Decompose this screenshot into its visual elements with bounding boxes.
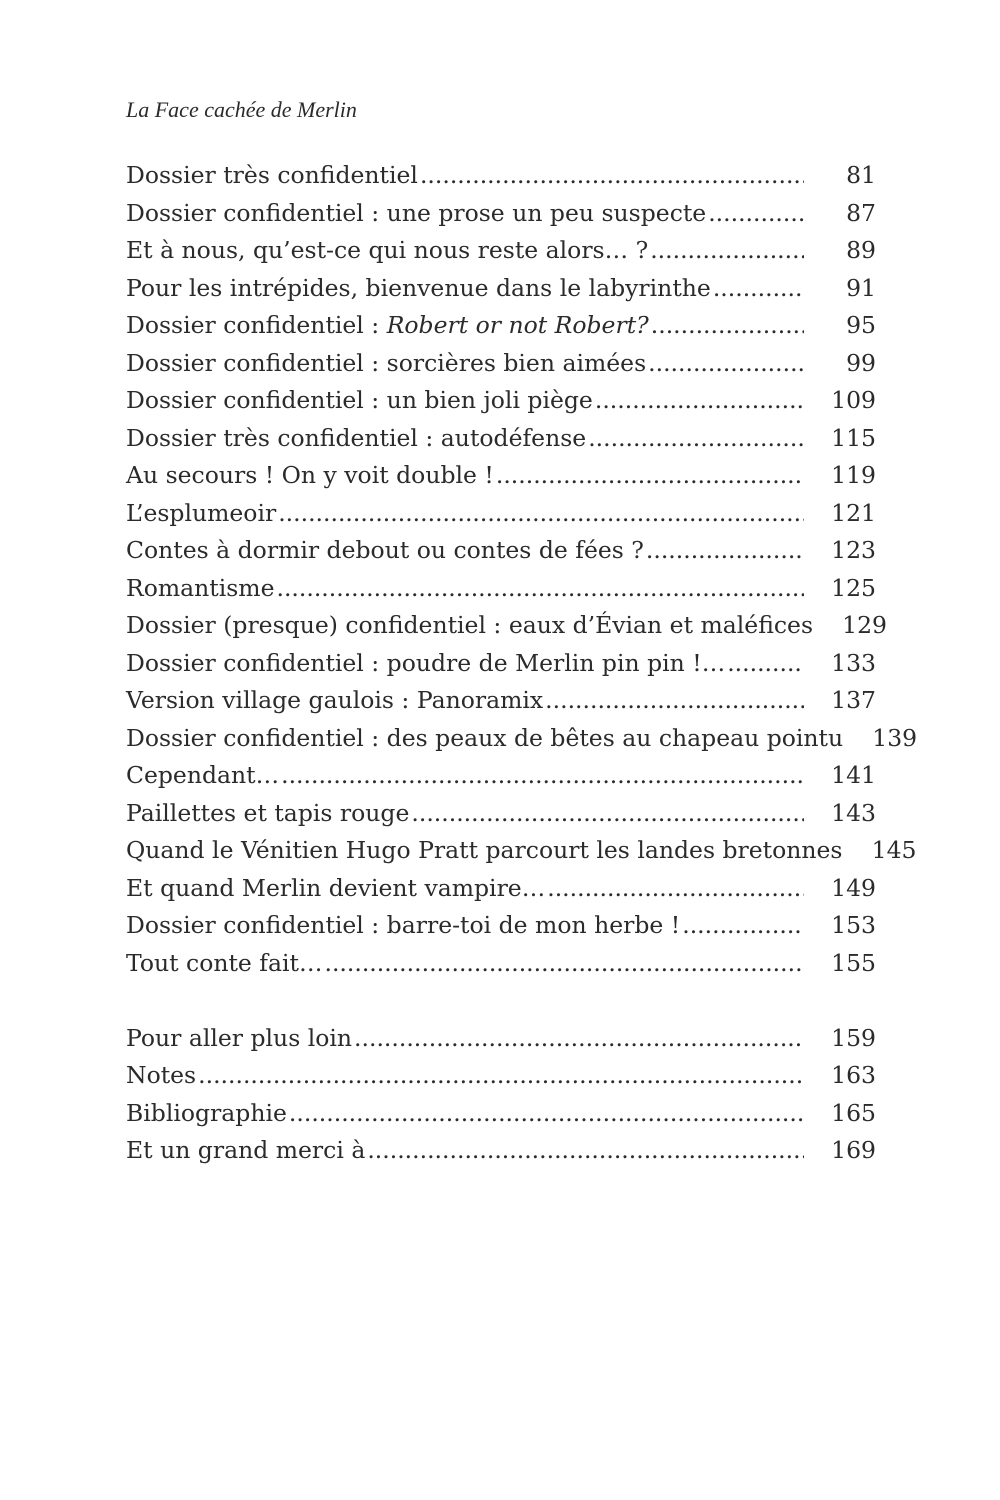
toc-entry-page-number: 109 xyxy=(831,386,876,414)
running-head: La Face cachée de Merlin xyxy=(126,97,357,122)
toc-entry xyxy=(126,232,876,270)
toc-entry-page-number: 163 xyxy=(831,1061,876,1089)
toc-list xyxy=(126,157,918,982)
toc-entry-page-number: 89 xyxy=(846,236,876,264)
dot-leader xyxy=(648,345,804,383)
toc-entry-page-number: 155 xyxy=(831,948,876,977)
toc-entry-page-number: 133 xyxy=(831,648,876,677)
dot-leader xyxy=(646,532,804,570)
toc-entry xyxy=(126,270,876,308)
toc-entry-page-number: 141 xyxy=(831,761,876,789)
toc-entry-title: L’esplumeoir xyxy=(126,498,277,527)
dot-leader xyxy=(713,270,804,308)
toc-entry-page-number: 87 xyxy=(846,198,876,227)
toc-entry-title: Dossier confidentiel : des peaux de bêtes au chapeau pointu xyxy=(126,723,844,752)
section-gap xyxy=(126,982,876,1020)
toc-entry xyxy=(126,157,876,195)
toc-entry-page-number: 139 xyxy=(872,723,918,752)
table-of-contents xyxy=(126,157,918,1170)
toc-entry-title: Dossier confidentiel : une prose un peu suspecte xyxy=(126,198,707,227)
toc-entry xyxy=(126,532,876,570)
toc-entry-page-number: 159 xyxy=(831,1023,876,1052)
toc-entry-title: Tout conte fait… xyxy=(126,948,323,977)
toc-entry-title: Dossier (presque) confidentiel : eaux d’Évian et maléfices xyxy=(126,611,814,639)
toc-entry-title: Dossier confidentiel : poudre de Merlin pin pin !… xyxy=(126,648,726,677)
toc-entry-page-number: 149 xyxy=(831,873,876,902)
dot-leader xyxy=(354,1020,804,1058)
toc-entry-page-number: 143 xyxy=(831,798,876,827)
toc-entry xyxy=(126,1095,876,1133)
toc-entry-title: Notes xyxy=(126,1061,197,1089)
dot-leader xyxy=(420,157,804,195)
toc-entry xyxy=(126,795,876,833)
dot-leader xyxy=(547,870,804,908)
toc-entry xyxy=(126,457,876,495)
toc-entry-title-italic: Robert or not Robert? xyxy=(386,311,649,339)
toc-entry-title: Dossier confidentiel : sorcières bien aimées xyxy=(126,348,647,377)
toc-entry-page-number: 95 xyxy=(846,311,876,339)
toc-entry-page-number: 81 xyxy=(846,161,876,189)
toc-entry-title: Contes à dormir debout ou contes de fées ? xyxy=(126,536,644,564)
toc-entry-title xyxy=(126,307,649,345)
toc-entry xyxy=(126,1020,876,1058)
toc-entry-page-number: 119 xyxy=(831,461,876,489)
toc-entry-title: Cependant… xyxy=(126,761,280,789)
dot-leader xyxy=(198,1057,804,1095)
dot-leader xyxy=(367,1132,804,1170)
toc-entry xyxy=(126,195,876,233)
toc-entry-title: Version village gaulois : Panoramix xyxy=(126,686,544,714)
dot-leader xyxy=(289,1095,804,1133)
toc-entry-page-number: 125 xyxy=(831,573,876,602)
dot-leader xyxy=(324,945,804,983)
dot-leader xyxy=(650,232,804,270)
toc-entry-page-number: 99 xyxy=(846,348,876,377)
dot-leader xyxy=(496,457,804,495)
toc-entry-title: Dossier très confidentiel xyxy=(126,161,418,189)
toc-back-matter-list xyxy=(126,1020,876,1170)
toc-entry-title: Pour les intrépides, bienvenue dans le labyrinthe xyxy=(126,273,711,302)
toc-entry-title: Pour aller plus loin xyxy=(126,1023,353,1052)
toc-entry xyxy=(126,682,876,720)
toc-entry xyxy=(126,645,876,683)
toc-entry-title: Quand le Vénitien Hugo Pratt parcourt les landes bretonnes xyxy=(126,836,843,864)
toc-entry-title: Et un grand merci à xyxy=(126,1136,366,1164)
toc-entry xyxy=(126,757,876,795)
toc-entry xyxy=(126,870,876,908)
dot-leader xyxy=(411,795,804,833)
toc-entry-page-number: 123 xyxy=(831,536,876,564)
toc-entry xyxy=(126,420,876,458)
toc-entry xyxy=(126,607,888,645)
dot-leader xyxy=(545,682,804,720)
toc-entry-page-number: 91 xyxy=(846,273,876,302)
dot-leader xyxy=(595,382,804,420)
toc-entry-title: Romantisme xyxy=(126,573,275,602)
toc-entry xyxy=(126,1057,876,1095)
toc-entry xyxy=(126,907,876,945)
toc-entry-page-number: 169 xyxy=(831,1136,876,1164)
dot-leader xyxy=(281,757,804,795)
toc-entry-title: Dossier confidentiel : barre-toi de mon herbe ! xyxy=(126,911,681,939)
toc-entry xyxy=(126,832,917,870)
toc-entry-page-number: 165 xyxy=(831,1098,876,1127)
toc-entry-page-number: 145 xyxy=(871,836,917,864)
dot-leader xyxy=(278,495,804,533)
toc-entry xyxy=(126,345,876,383)
toc-entry-title: Et à nous, qu’est-ce qui nous reste alors… ? xyxy=(126,236,649,264)
toc-entry xyxy=(126,570,876,608)
toc-entry-title: Paillettes et tapis rouge xyxy=(126,798,410,827)
toc-entry-title-prefix: Dossier confidentiel : xyxy=(126,311,387,339)
dot-leader xyxy=(651,307,804,345)
toc-entry-title: Dossier très confidentiel : autodéfense xyxy=(126,423,587,452)
dot-leader xyxy=(682,907,804,945)
toc-entry xyxy=(126,307,876,345)
toc-entry-page-number: 137 xyxy=(831,686,876,714)
toc-entry-page-number: 121 xyxy=(831,498,876,527)
dot-leader xyxy=(276,570,804,608)
toc-entry-page-number: 153 xyxy=(831,911,876,939)
toc-entry-title: Et quand Merlin devient vampire… xyxy=(126,873,546,902)
toc-entry-title: Au secours ! On y voit double ! xyxy=(126,461,494,489)
dot-leader xyxy=(588,420,804,458)
dot-leader xyxy=(727,645,804,683)
dot-leader xyxy=(708,195,804,233)
toc-entry xyxy=(126,720,918,758)
toc-entry-title: Bibliographie xyxy=(126,1098,287,1127)
toc-entry xyxy=(126,945,876,983)
toc-entry xyxy=(126,1132,876,1170)
toc-entry-page-number: 129 xyxy=(842,611,888,639)
toc-entry xyxy=(126,495,876,533)
toc-entry-page-number: 115 xyxy=(831,423,876,452)
toc-entry-title: Dossier confidentiel : un bien joli piège xyxy=(126,386,593,414)
toc-entry xyxy=(126,382,876,420)
